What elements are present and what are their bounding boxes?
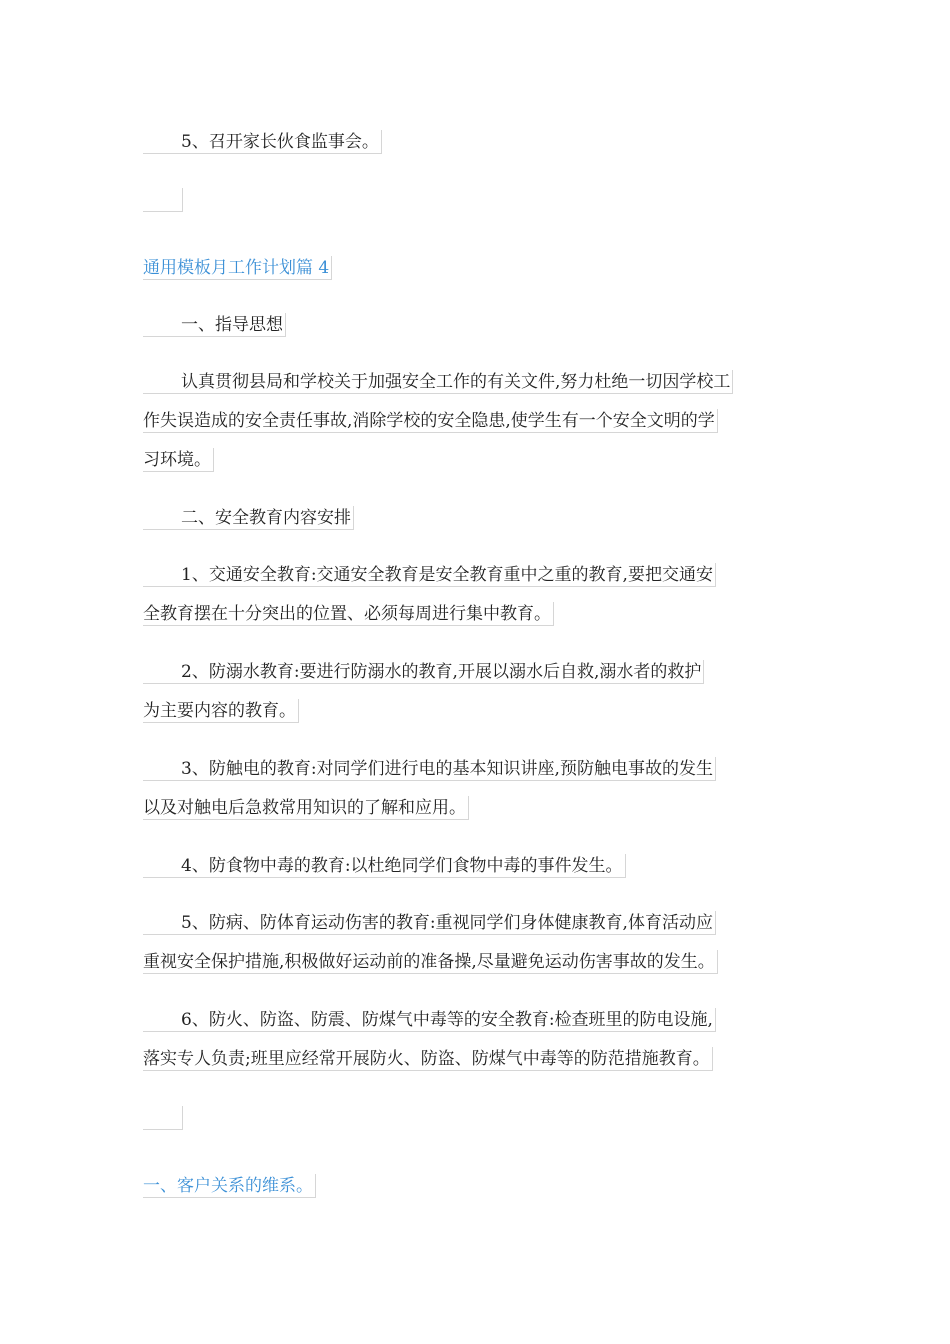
- list-item: 4、防食物中毒的教育:以杜绝同学们食物中毒的事件发生。: [143, 854, 626, 878]
- list-item: 2、防溺水教育:要进行防溺水的教育,开展以溺水后自救,溺水者的救护: [143, 660, 704, 684]
- list-item: 5、防病、防体育运动伤害的教育:重视同学们身体健康教育,体育活动应: [143, 911, 716, 935]
- paragraph-line: 作失误造成的安全责任事故,消除学校的安全隐患,使学生有一个安全文明的学: [143, 409, 718, 433]
- list-item: 为主要内容的教育。: [143, 699, 299, 723]
- list-item: 以及对触电后急救常用知识的了解和应用。: [143, 796, 469, 820]
- list-item: 全教育摆在十分突出的位置、必须每周进行集中教育。: [143, 602, 554, 626]
- empty-box: [143, 1106, 183, 1130]
- list-item-top: 5、召开家长伙食监事会。: [143, 130, 382, 154]
- empty-box: [143, 188, 183, 212]
- section-heading: 通用模板月工作计划篇 4: [143, 256, 332, 280]
- list-item: 重视安全保护措施,积极做好运动前的准备操,尽量避免运动伤害事故的发生。: [143, 950, 718, 974]
- list-item: 3、防触电的教育:对同学们进行电的基本知识讲座,预防触电事故的发生: [143, 757, 716, 781]
- list-item: 落实专人负责;班里应经常开展防火、防盗、防煤气中毒等的防范措施教育。: [143, 1047, 713, 1071]
- paragraph-line: 习环境。: [143, 448, 214, 472]
- list-item: 6、防火、防盗、防震、防煤气中毒等的安全教育:检查班里的防电设施,: [143, 1008, 716, 1032]
- section-title-guiding: 一、指导思想: [143, 313, 286, 337]
- section-heading-customer: 一、客户关系的维系。: [143, 1174, 316, 1198]
- section-title-content: 二、安全教育内容安排: [143, 506, 354, 530]
- paragraph-line: 认真贯彻县局和学校关于加强安全工作的有关文件,努力杜绝一切因学校工: [143, 370, 733, 394]
- list-item: 1、交通安全教育:交通安全教育是安全教育重中之重的教育,要把交通安: [143, 563, 716, 587]
